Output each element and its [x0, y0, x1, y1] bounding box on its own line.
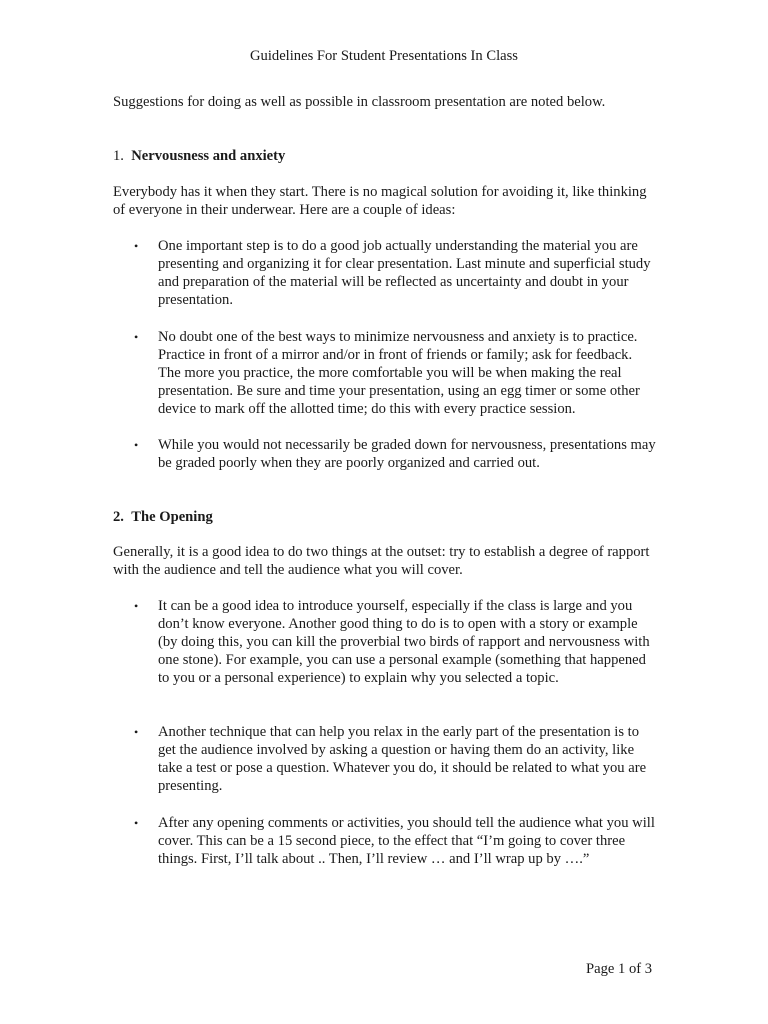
intro-paragraph: Suggestions for doing as well as possible in classroom presentation are noted below. — [113, 94, 606, 110]
bullet-text: It can be a good idea to introduce yourself, especially if the class is large and you don’t know everyone. Another good thing to do is to open with a story or example (by doing this, you can kill the proverbial two birds of rapport and nervousness with one stone). For example, you can use a personal example (something that happened to you or a personal experience) to explain why you selected a topic. — [158, 598, 650, 686]
bullet-icon: • — [134, 239, 139, 253]
bullet-text: After any opening comments or activities, you should tell the audience what you will cover. This can be a 15 second piece, to the effect that “I’m going to cover three things. First, I’ll talk about .. Then, I’ll review … and I’ll wrap up by ….” — [158, 815, 655, 867]
section-1-heading — [113, 147, 285, 165]
section-2-paragraph: Generally, it is a good idea to do two things at the outset: try to establish a degree of rapport with the audience and tell the audience what you will cover. — [113, 544, 650, 578]
bullet-icon: • — [134, 725, 139, 739]
bullet-text: Another technique that can help you relax in the early part of the presentation is to get the audience involved by asking a question or having them do an activity, like take a test or pose a question. Whatever you do, it should be related to what you are presenting. — [158, 724, 647, 794]
section-2-number: 2. — [113, 509, 124, 525]
section-2-title: The Opening — [131, 509, 213, 525]
bullet-icon: • — [134, 599, 139, 613]
page-number-footer: Page 1 of 3 — [586, 961, 653, 977]
bullet-icon: • — [134, 330, 139, 344]
bullet-icon: • — [134, 438, 139, 452]
section-2-heading — [113, 508, 213, 526]
bullet-text: No doubt one of the best ways to minimize nervousness and anxiety is to practice. Practice in front of a mirror and/or in front of friends or family; ask for feedback. The more you practice, the more comfortable you will be when making the real presentation. Be sure and time your presentation, using an egg timer or some other device to mark off the allotted time; do this with every practice session. — [158, 329, 640, 417]
document-title: Guidelines For Student Presentations In Class — [250, 48, 518, 64]
section-1-paragraph: Everybody has it when they start. There is no magical solution for avoiding it, like thinking of everyone in their underwear. Here are a couple of ideas: — [113, 184, 647, 218]
bullet-icon: • — [134, 816, 139, 830]
bullet-text: While you would not necessarily be graded down for nervousness, presentations may be graded poorly when they are poorly organized and carried out. — [158, 437, 656, 471]
section-1-number: 1. — [113, 148, 124, 164]
section-1-title: Nervousness and anxiety — [131, 148, 286, 164]
bullet-text: One important step is to do a good job actually understanding the material you are presenting and organizing it for clear presentation. Last minute and superficial study and preparation of the material will be reflected as uncertainty and doubt in your presentation. — [158, 238, 651, 308]
